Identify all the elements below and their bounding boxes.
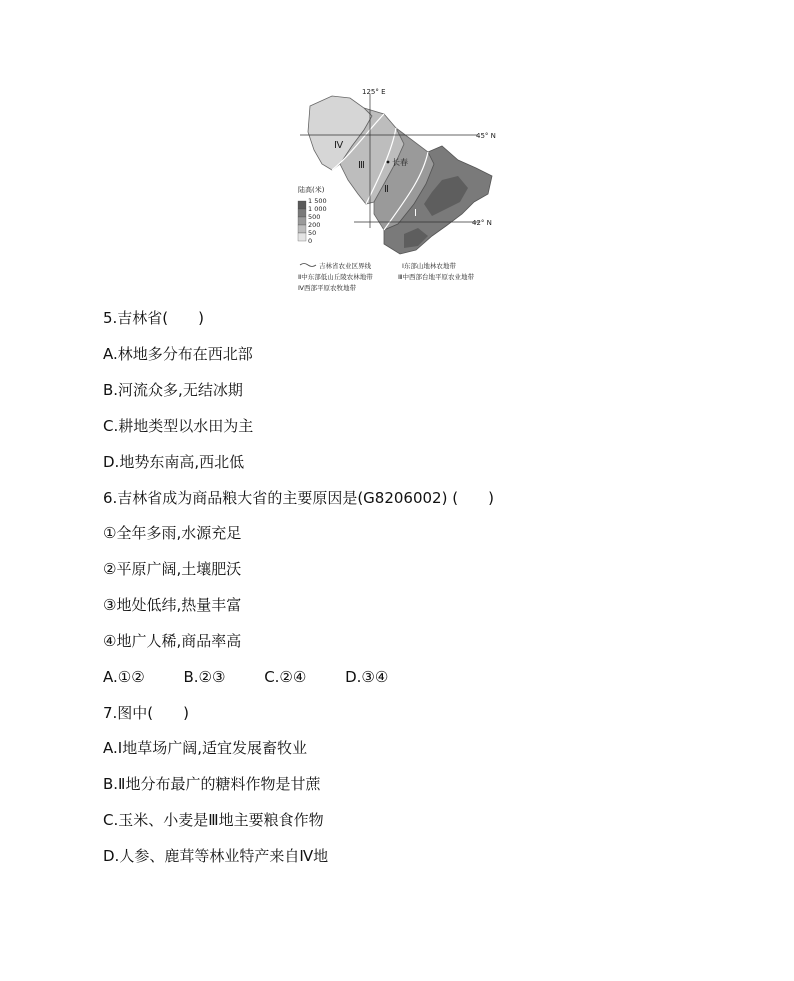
zone-label-3: Ⅲ [358,160,365,171]
question-6-option-b: B.②③ [183,668,226,686]
question-5-option-c: C.耕地类型以水田为主 [103,417,254,435]
lat42-label: 42° N [472,219,492,227]
lat45-label: 45° N [476,132,496,140]
question-7-option-c: C.玉米、小麦是Ⅲ地主要粮食作物 [103,811,324,829]
legend-zone1: Ⅰ东部山地林农地带 [402,262,456,270]
question-5-option-d: D.地势东南高,西北低 [103,453,245,471]
legend-zone3: Ⅲ中西部台地平原农业地带 [398,273,474,281]
city-label: 长春 [392,158,408,167]
question-7-option-a: A.Ⅰ地草场广阔,适宜发展畜牧业 [103,739,307,757]
question-5-stem: 5.吉林省( ) [103,309,205,327]
legend-boundary: 吉林省农业区界线 [319,262,371,270]
lon-label: 125° E [362,88,386,96]
question-6-option-a: A.①② [103,668,145,686]
zone-label-1: Ⅰ [414,208,417,219]
question-6-option-c: C.②④ [264,668,307,686]
question-7-option-d: D.人参、鹿茸等林业特产来自Ⅳ地 [103,847,329,865]
question-5-option-a: A.林地多分布在西北部 [103,345,253,363]
elevation-tick: 50 [308,229,317,237]
question-6-stem: 6.吉林省成为商品粮大省的主要原因是(G8206002) ( ) [103,489,494,507]
elevation-tick: 1 500 [308,197,327,205]
elevation-tick: 1 000 [308,205,327,213]
question-6-item-4: ④地广人稀,商品率高 [103,632,242,650]
elevation-title: 陆高(米) [298,186,325,194]
question-7-stem: 7.图中( ) [103,704,190,722]
zone-label-2: Ⅱ [384,184,389,195]
changchun-dot [387,161,390,164]
boundary-legend-symbol [300,264,316,267]
question-6-item-3: ③地处低纬,热量丰富 [103,596,242,614]
question-6-item-1: ①全年多雨,水源充足 [103,524,242,542]
legend-zone4: Ⅳ西部平原农牧地带 [298,284,356,292]
question-5-option-b: B.河流众多,无结冰期 [103,381,243,399]
question-6-options [103,667,422,687]
question-6-option-d: D.③④ [345,668,389,686]
question-7-option-b: B.Ⅱ地分布最广的糖料作物是甘蔗 [103,775,321,793]
question-6-item-2: ②平原广阔,土壤肥沃 [103,560,242,578]
elevation-tick: 500 [308,213,321,221]
legend-zone2: Ⅱ中东部低山丘陵农林地带 [298,273,373,281]
elevation-tick: 0 [308,237,313,245]
elevation-tick: 200 [308,221,321,229]
jilin-map-figure [292,84,504,296]
zone-label-4: Ⅳ [334,140,344,151]
